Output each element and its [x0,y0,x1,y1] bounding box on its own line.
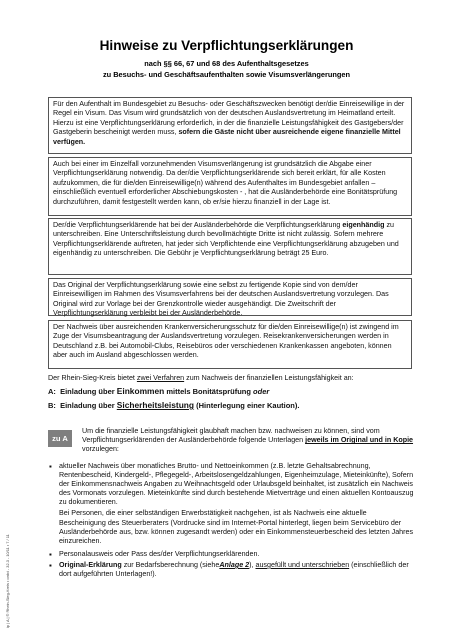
section-a-intro: Um die finanzielle Leistungsfähigkeit glaubhaft machen bzw. nachweisen zu können, sind vom Verpflichtungserklärenden der Ausländerbehörde folgende Unterlagen jeweils im Original und in Kopie vorzulegen: [82,427,414,454]
page-subtitle-law: nach §§ 66, 67 und 68 des Aufenthaltsgesetzes [144,59,309,68]
info-box-signature [48,218,412,275]
bullet-icon: ▪ [49,549,52,559]
info-box-visa-bold: sofern die Gäste nicht über ausreichende eigene finanzielle Mittel verfügen. [53,128,401,146]
anlage-reference: Anlage 2 [219,560,250,569]
info-box-original [48,278,412,316]
info-box-signature-text-b: zu unterschreiben. Eine Unterschriftsleistung durch bevollmächtigte Dritte ist nicht zulässig. Sofern mehrere Verpflichtungserklärende auftreten, hat jeder sich Verpflichtende eine Verpflichtungserklärung abzugeben und eigenhändig zu unterschreiben. Die Gebühr je Verpflichtungserklärung beträgt 25 Euro. [53,221,399,258]
info-box-extension-text: Auch bei einer im Einzelfall vorzunehmenden Visumsverlängerung ist grundsätzlich die Abgabe einer Verpflichtungserklärung notwendig. Da der/die Verpflichtungserklärende sich bereit erklärt, für alle Kosten aufzukommen, die für die/den Einreisewillige(n) während des Aufenthaltes im Bundesgebiet anfallen – einschließlich eventuell erforderlicher Abschiebungskosten - , hat die Ausländerbehörde eine Bonitätsprüfung durchzuführen, damit festgestellt werden kann, ob er/sie hierzu finanziell in der Lage ist. [53,160,398,206]
option-b: B: Einladung über Sicherheitsleistung (Hinterlegung einer Kaution). [48,400,300,410]
procedures-intro: Der Rhein-Sieg-Kreis bietet zwei Verfahren zum Nachweis der finanziellen Leistungsfähigkeit an: [48,374,354,382]
info-box-signature-bold: eigenhändig [342,221,385,229]
page-title: Hinweise zu Verpflichtungserklärungen [99,38,354,53]
bullet-icon: ▪ [49,560,52,570]
form-reference-note: ip | A | ® Rhein-Sieg-Kreis • ordvi - 32.3 - 10/11 • 7 / 11 [5,534,10,628]
option-a-label: A: [48,387,56,396]
info-box-insurance-text: Der Nachweis über ausreichenden Krankenversicherungsschutz für die/den Einreisewillige(n) ist zwingend im Zuge der Visumsbeantragung der Auslandsvertretung vorzulegen. Reisekrankenversicherungen werden in Deutschland z.B. bei Automobil-Clubs, Reisebüros oder verschiedenen Krankenkassen angeboten, können aber auch im Ausland abgeschlossen werden. [53,323,399,360]
info-box-original-text: Das Original der Verpflichtungserklärung sowie eine selbst zu fertigende Kopie sind von dem/der Einreisewilligen im Rahmen des Visumsverfahrens bei der deutschen Auslandsvertretung vorzulegen. Das Original wird zur Vorlage bei der Grenzkontrolle wieder ausgehändigt. Die Zweitschrift der Verpflichtungserklärung verbleibt bei der Ausländerbehörde. [53,281,389,318]
info-box-signature-text-a: Der/die Verpflichtungserklärende hat bei der Ausländerbehörde die Verpflichtungserklärung [53,221,341,229]
list-item: ▪ Original-Erklärung zur Bedarfsberechnung (sieheAnlage 2), ausgefüllt und unterschrieben (einschließlich der dort aufgeführten Unterlagen!). [49,560,409,579]
page-subtitle-scope: zu Besuchs- und Geschäftsaufenthalten sowie Visumsverlängerungen [102,70,351,79]
list-item: ▪ aktueller Nachweis über monatliches Brutto- und Nettoeinkommen (z.B. letzte Gehaltsabrechnung, Rentenbescheid, Kindergeld-, Pflegegeld-, Arbeitslosengeldzahlungen, Eigenheimzulage, Mieteinkünfte), Sofern der Einkommensnachweis Angaben zu Weihnachtsgeld oder Urlaubsgeld beinhaltet, ist zusätzlich ein Nachweis des Vormonats vorzulegen. Mieteinkünfte sind durch bestehende Mietverträge und einen aktuellen Kontoauszug zu dokumentieren. [49,462,414,507]
info-box-visa-text: Für den Aufenthalt im Bundesgebiet zu Besuchs- oder Geschäftszwecken benötigt der/die Einreisewillige in der Regel ein Visum. Das Visum wird grundsätzlich von der deutschen Auslandsvertretung im Heimatland erteilt. Hierzu ist eine Verpflichtungserklärung erforderlich, in der die finanzielle Leistungsfähigkeit des Gastgebers/der Gastgeberin bescheinigt werden muss, [53,100,405,137]
self-employed-note: Bei Personen, die einer selbständigen Erwerbstätigkeit nachgehen, ist als Nachweis eine aktuelle Bescheinigung des Steuerberaters (Vordrucke sind im Internet-Portal hinterlegt, liegen beim Servicebüro der Ausländerbehörde aus, bzw. können zugesandt werden) oder ein Einkommensteuerbescheid des letzten Jahres einzureichen. [59,509,414,545]
info-box-extension [48,157,412,216]
info-box-visa [48,97,412,154]
info-box-insurance [48,320,412,369]
required-documents-list [48,462,414,581]
section-a-badge: zu A [48,430,72,447]
list-item: ▪ Personalausweis oder Pass des/der Verpflichtungserklärenden. [49,549,260,559]
option-a: A: Einladung über Einkommen mittels Bonitätsprüfung oder [48,386,270,396]
bullet-icon: ▪ [49,462,52,471]
procedures-link: zwei Verfahren [136,374,185,382]
option-b-label: B: [48,401,56,410]
